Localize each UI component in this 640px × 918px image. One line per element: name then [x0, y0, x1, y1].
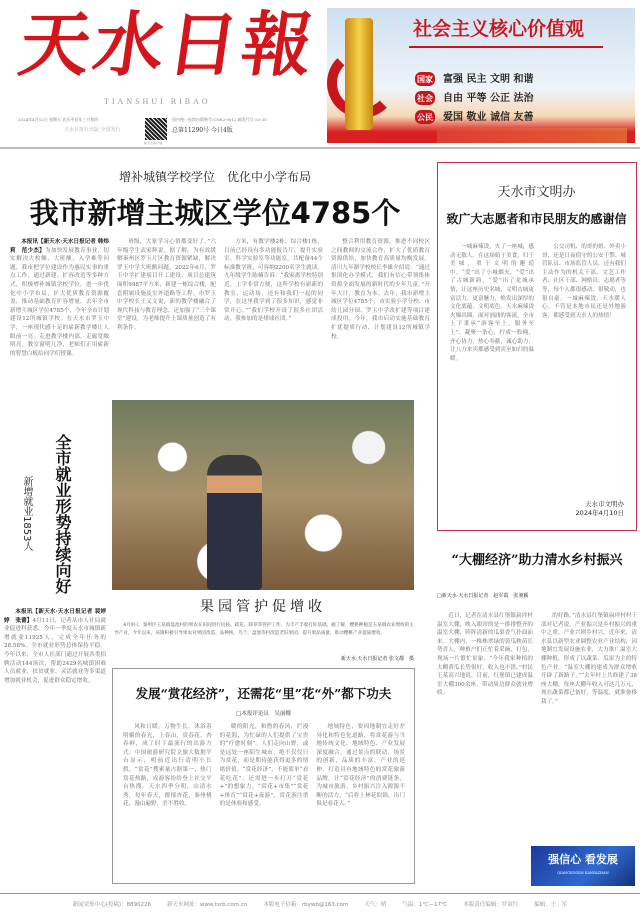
- issue-info: 总第11290号 今日4版: [172, 127, 233, 134]
- masthead-divider: [0, 147, 640, 149]
- banner-tag: 社会: [417, 93, 433, 103]
- lead-body: [10, 238, 430, 398]
- greenhouse-column: 的好路。”清水县红堡镇扁坪村村干部对记者说。产业振兴是乡村振兴的重中之重。产业兴则乡村兴，近年来，清水县以新型农业调整农业产业结构，因地制宜发展设施农业，大力推广温室大棚种植，形成了以蔬菜、瓜果为主的特色产业。“温室大棚的建成为群众增收开辟了新路子。”“去年村上共修建了38座大棚，每座大棚年收入可达几万元，现在蔬菜都已备好，等温度，就准备移栽了。”: [541, 613, 637, 705]
- letter-body: [450, 243, 626, 493]
- greenhouse-body: [437, 612, 637, 842]
- core-values-banner: [327, 8, 635, 143]
- letter-column: 公交司机、的哥的姐、外卖小哥，还是日夜值守的公安干警、城管队员、市场监管人员，还有我们主动作为的机关干部、文艺工作者、社区干部、网格员、志愿者等等，每个人都很感动、很敬动，也很自豪。一城麻辣烫，天水暖人心。不管是本地市民还是外地游客，都感受到天水人的热情！: [542, 244, 626, 319]
- commentary-headline: 发展“赏花经济”，还需花“里”花“外”都下功夫: [135, 686, 392, 701]
- footer-weather: 天气：晴: [364, 902, 387, 908]
- commentary-body: [123, 723, 405, 878]
- lead-column: 整合利用教育资源，推进不同校区之间教师的交流合作，扩大了优质教育资源供给，加快教育高质量均衡发展。清川九年制学校校长李雄介绍说：“通过集团化办学模式，我们有信心带领集体资源全面发展的新时代的少年儿童。”开年大计，教育为本。去年，我市新增主城区学位4785个，市实验小学分校、市幼儿园分园、罗玉中学改扩建等项目建成投用。今年，我市启动实施基础教育扩优提质行动，计划建设12所城镇学校。: [331, 239, 430, 340]
- orchard-photo[interactable]: [112, 400, 414, 590]
- footer-hotline: 新闻采集中心(投稿)：8890226: [72, 902, 152, 908]
- footer: [0, 902, 640, 909]
- commentary-column: 地域特色，要因地制宜走好差异化和特色化道路，将赏花游与当地传统文化、地域特色、产业发展深度融合，通过景点的联动，场景的创新，品质的丰富，产业的延伸，打造具有地域特色的赏花旅游品牌。让“赏花经济”的消费链条，为城市旅游、乡村振兴注入源源不断的活力。“后将上林花似锦，出门俱是看花人。”: [316, 724, 405, 808]
- footer-email[interactable]: 本版电子信箱：rbywb@163.com: [263, 902, 349, 908]
- ad-subtitle: QIANGXINXIN KANFAZHAN: [557, 871, 609, 875]
- footer-editor: 本版责任编辑：罗双红: [463, 902, 519, 908]
- ad-title: 强信心 看发展: [548, 853, 618, 866]
- footer-website[interactable]: 新天水网址：www.tsrb.com.cn: [167, 902, 248, 908]
- qr-code[interactable]: [145, 118, 167, 140]
- commentary-byline: □本报评论员 吴丽娜: [236, 711, 291, 717]
- lead-subtitle: 增补城镇学校学位 优化中小学布局: [118, 170, 311, 184]
- banner-tag: 公民: [417, 112, 433, 122]
- greenhouse-byline: □新天水·天水日报记者 赵军霞 张昶颖: [437, 593, 529, 599]
- letter-kicker: 天水市文明办: [497, 185, 576, 200]
- commentary-column: 暖的阳光，和煦的春风，烂漫的花海，为忙碌的人们提供了宝贵的“疗愈时刻”。人们走向山野，或是远处一座陌生城市，绝不仅仅只为赏花，而是期待能获得更多的情绪价值。“赏花经济”，不能简单“看花吃花”，还需进一步打开“赏花+”的想象力。“赏花+市集”“赏花+体育”“赏花+夜游”，赏花游注重的是体验和感受。: [219, 724, 309, 808]
- greenhouse-headline: “大棚经济”助力清水乡村振兴: [451, 553, 623, 568]
- publisher-line: 天水日报社出版 全国发行: [64, 127, 121, 133]
- banner-values: 富强 民主 文明 和谐: [443, 74, 534, 85]
- jobs-subtitle: 新增就业1853人: [21, 476, 32, 552]
- banner-values: 爱国 敬业 诚信 友善: [443, 112, 534, 123]
- footer-temperature: 气温：1℃—17℃: [402, 902, 448, 908]
- qr-label: 新天水客户端: [144, 141, 163, 145]
- lead-column: 为加快发展教育事业，切实解决大校额、大班额、入学难等问题，我市把学位建设作为惠民实事的重点工作，通过新建、扩容改造等多种方式，积极增补城镇学校学位，进一步优化中小学布局，扩大优质教育资源覆盖，推动基础教育扩容增量。去年全市新增主城区学位4785个，今年全市计划建设12所城镇学校。在天水市罗玉中学，一座现代感十足的崭新教学楼让人眼前一亮。走进教学楼内部，走廊宽敞明亮，教室窗明几净，老师们正用崭新的智慧白板给同学们授课。: [10, 247, 109, 357]
- banner-row-citizen: [415, 110, 533, 125]
- strengthen-confidence-ad[interactable]: [531, 846, 635, 886]
- logo-pinyin: TIANSHUI RIBAO: [104, 97, 211, 106]
- publication-number: 国内统一连续出版物号:CN62-0012 邮发代号:53-35: [172, 117, 267, 122]
- lead-headline: 我市新增主城区学位4785个: [29, 196, 401, 230]
- banner-values: 自由 平等 公正 法治: [443, 93, 534, 104]
- banner-divider: [409, 46, 603, 48]
- thank-you-letter-box: [437, 162, 637, 531]
- jobs-byline: 本报讯【新天水·天水日报记者 裴婷婷 张蕾】: [4, 609, 106, 624]
- footer-divider: [0, 893, 640, 894]
- photo-credit: 新天水·天水日报记者 张文都 摄: [340, 656, 414, 662]
- banner-title: 社会主义核心价值观: [413, 18, 585, 40]
- banner-row-nation: [415, 72, 533, 87]
- farmer-figure: [207, 455, 262, 590]
- commentary-column: 风和日暖，万物生长。沐浴着明媚的春光，上春山，赏春花，杏春鲜，成了时下最流行的出游方式。中国旅游研究院文旅大数据平台显示，明前近出行清明小长假，“赏花”搜索量占据第一，热门赏花热路，成游客纷纷登上社交平台热搜。天水四季分明，山清水秀，每年春天，都郁杏花，秦州桃花，漫山遍野，美不胜收。: [123, 724, 212, 808]
- letter-headline: 致广大志愿者和市民朋友的感谢信: [446, 212, 627, 226]
- date-line: 2024年4月12日 星期五 农历甲辰年三月初四: [18, 117, 99, 122]
- letter-sign-date: 2024年4月10日: [575, 509, 624, 517]
- lead-byline: 本报讯【新天水·天水日报记者 韩炜莉 范少杰】: [10, 239, 109, 254]
- letter-signature: [576, 500, 624, 518]
- photo-caption: 4月9日，秦州区玉泉镇盘池村的果农在田间进行拉枝、疏花、除草等管护工作，为丰产丰收打好基础。据了解，樱桃种植是玉泉镇农业增收的主导产业，今年以来，该镇积极引导果农对果园改造、品种换、乌兰、盘池等村改造老旧果园，提升果品质量，推动樱桃产业提质增效。: [114, 623, 414, 636]
- photo-caption-title: 果园管护促增收: [200, 599, 326, 615]
- letter-sign-org: 天水市文明办: [585, 500, 624, 508]
- newspaper-logo: 天水日報: [14, 3, 322, 86]
- footer-editor-2: 编辑：王 军: [534, 902, 568, 908]
- huabiao-pillar-graphic: [345, 18, 373, 130]
- jobs-text: 4月11日，记者从市人社局就业促进科获悉，今年一季度天水市城镇新增就业11925人，完成全年任务的28.58%。全市就业形势总体保持平稳。今年以来，全市人社部门通过开展各类招聘活动144场次，帮助2429名城镇困难人员就业，扶贫就业、灵活就业等多渠道增加就业机会，促进群众稳定增收。: [4, 617, 106, 684]
- jobs-body: [4, 608, 106, 894]
- lead-column: 班级，大家学习心情都变好了。”六年级学生武家辉说。据了解，为有效缓解秦州区罗玉片区教育资源紧缺，解决罗玉中学大班额问题，2022年6月，罗玉中学扩建项目开工建设，项目总建筑面积9987平方米，新建一栋综合楼，配套附属设施及室外道路等工程。市罗玉中学校长王义文说，新的教学楼融合了现代科技与教育理念，还加强了“三个课堂”建设，为老师提升上课质量创造了有利条件。: [117, 239, 216, 331]
- jobs-headline: 全市就业形势持续向好: [53, 434, 72, 594]
- greenhouse-column: 近日，记者在清水县红堡镇扁坪村温室大棚，映入眼帘的是一排排整齐的温室大棚，阵阵清新的瓜果香气扑面而来。大棚内，一株株翠绿的黄瓜秧苗长势喜人，种植户们正忙着采摘、打包，现场一片繁忙景象。“今年我家种植的大棚黄瓜长势很好，收入也不错。”村民王某高兴地说。目前，红堡镇已建成温室大棚300余座，带动周边群众就业增收。: [437, 613, 533, 697]
- banner-row-society: [415, 91, 533, 106]
- lead-column: 方米，有教学楼2栋、综合楼1栋，目前已经设有多功能报告厅，提升实验室、科学实验室等功能室，共配备44个标准教学班，可容纳2200名学生就读。九年级学生陈楠告诉：“我家离学校特别近，上学非常方便，这所学校有崭新的教室、运动场，还有和我们一起的同学，在这里我学到了很多知识，感觉非常开心。”“我们学校开设了很多社团活动，我参加的是排球社团。”: [224, 239, 323, 323]
- banner-tag: 国家: [417, 74, 433, 84]
- skyline-graphic: [437, 128, 627, 143]
- letter-column: 一城麻辣烫，火了一座城，感动无数人。在这场始于美食，归于美城，重于文明的邂逅中，“爱”出了小城烟火，“爱”出了古城新韵，“爱”出了龙城承情，让这座历史名城，文明古城更富活力、更富魅力，焕发出深厚的文化底蕴、文明底色。天水麻辣烫火爆出圈，面对汹涌的客流，全市上下秉承“游客至上，服务至上”，凝聚一条心，拧成一股绳，齐心协力，热心奉献，诚心助力，让八方来宾都感受到宾至如归的温暖。: [450, 244, 534, 362]
- commentary-box: [112, 668, 415, 884]
